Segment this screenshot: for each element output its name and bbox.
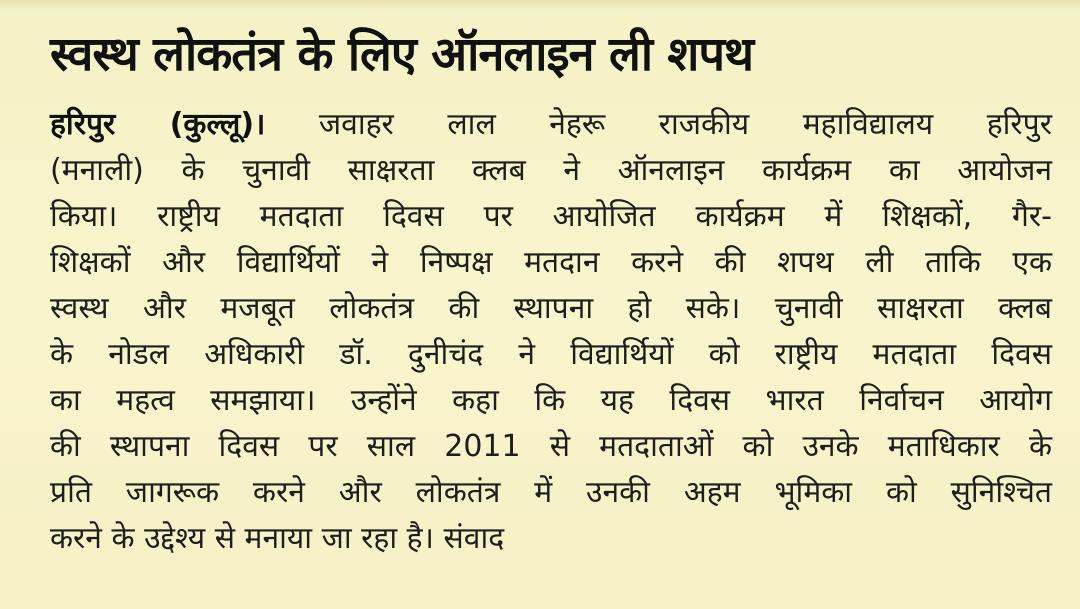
article-line-3: किया। राष्ट्रीय मतदाता दिवस पर आयोजित कार्यक्रम में शिक्षकों, गैर- [50, 199, 1052, 234]
article-line-9: प्रति जागरूक करने और लोकतंत्र में उनकी अहम भूमिका को सुनिश्चित [50, 475, 1052, 510]
article-line-1-text: जवाहर लाल नेहरू राजकीय महाविद्यालय हरिपुर [265, 107, 1052, 142]
article-dateline: हरिपुर (कुल्लू)। [50, 107, 266, 142]
article-line-1 [50, 102, 1052, 148]
article-line-6: के नोडल अधिकारी डॉ. दुनीचंद ने विद्यार्थियों को राष्ट्रीय मतदाता दिवस [50, 337, 1052, 372]
article-line-10: करने के उद्देश्य से मनाया जा रहा है। संवाद [50, 521, 505, 556]
article-line-5: स्वस्थ और मजबूत लोकतंत्र की स्थापना हो सके। चुनावी साक्षरता क्लब [50, 291, 1052, 326]
article-line-2: (मनाली) के चुनावी साक्षरता क्लब ने ऑनलाइन कार्यक्रम का आयोजन [50, 153, 1052, 188]
article-line-8: की स्थापना दिवस पर साल 2011 से मतदाताओं को उनके मताधिकार के [50, 429, 1052, 464]
article-body [50, 102, 1052, 562]
article-line-7: का महत्व समझाया। उन्होंने कहा कि यह दिवस भारत निर्वाचन आयोग [50, 383, 1052, 418]
article-headline: स्वस्थ लोकतंत्र के लिए ऑनलाइन ली शपथ [50, 27, 754, 82]
article-line-4: शिक्षकों और विद्यार्थियों ने निष्पक्ष मतदान करने की शपथ ली ताकि एक [50, 245, 1052, 280]
clipping-top-edge [0, 0, 1080, 10]
